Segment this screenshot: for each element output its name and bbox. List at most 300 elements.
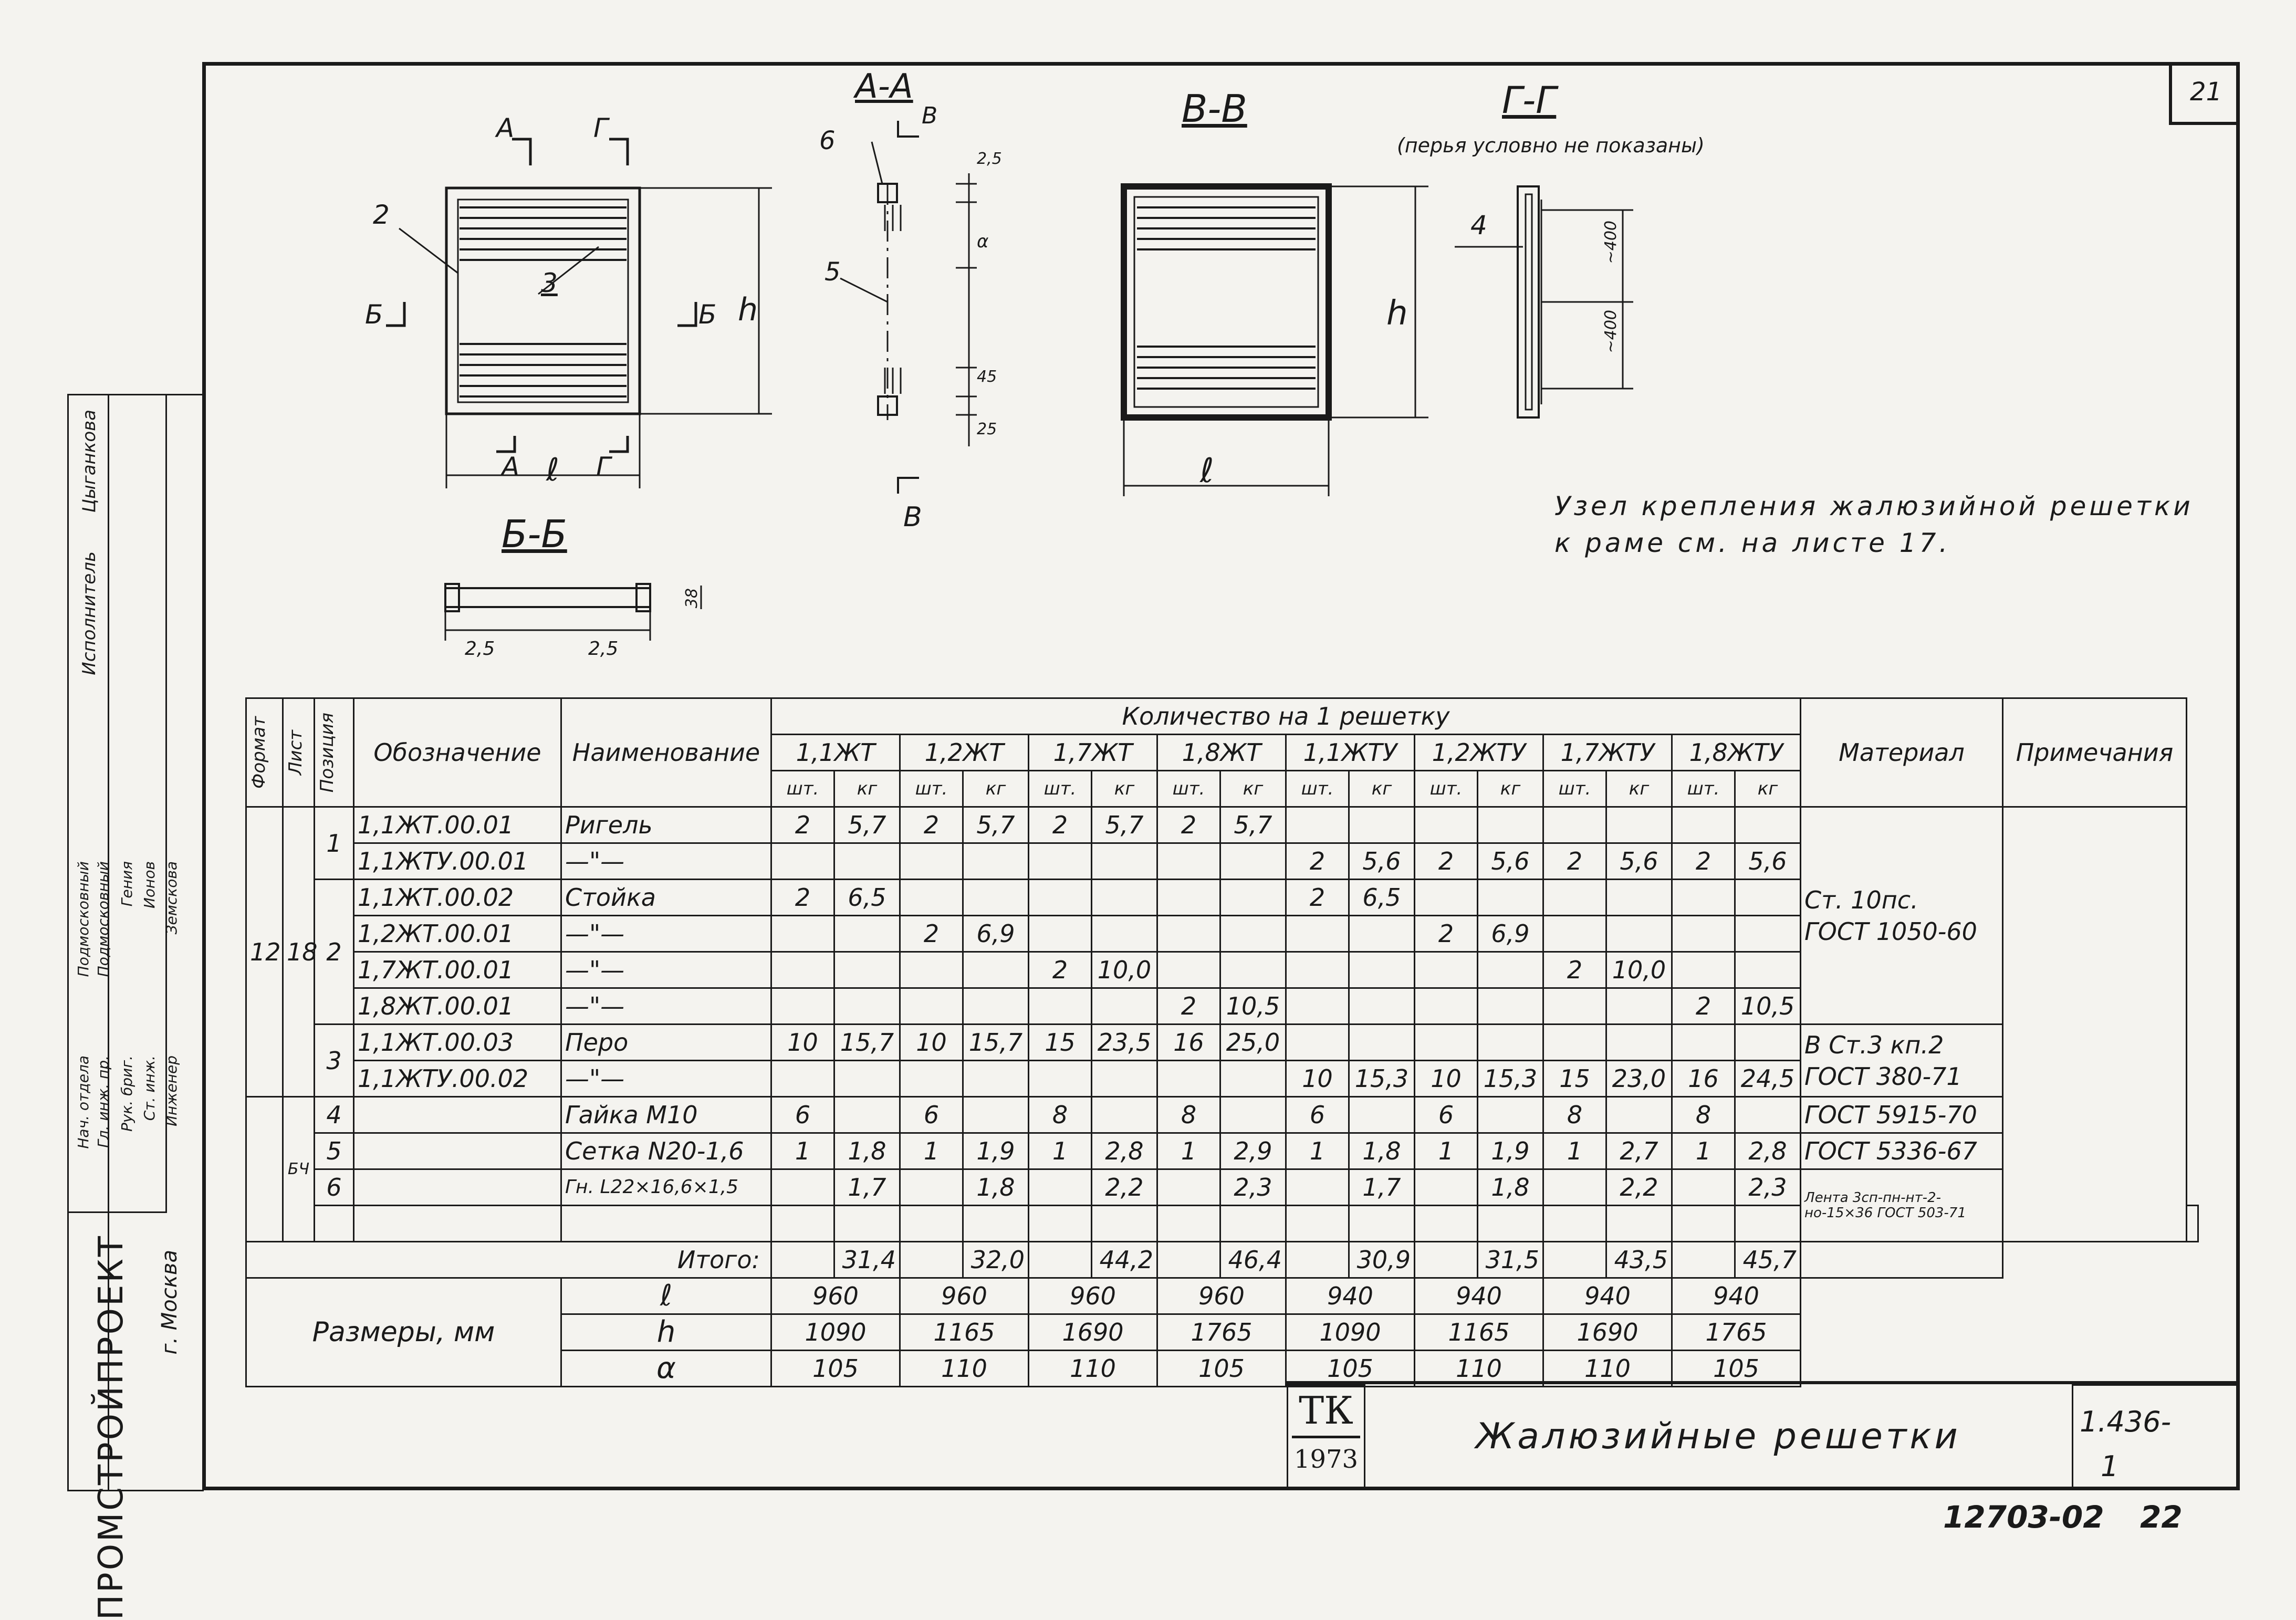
quantity-cell: 10,5: [1735, 988, 1801, 1025]
type-header: 1,1ЖТ: [771, 735, 900, 771]
dim-value-a: 105: [771, 1351, 900, 1387]
quantity-cell: [1029, 916, 1092, 952]
page-code: 12703-02: [1943, 1499, 2104, 1535]
note-line-2: к раме см. на листе 17.: [1554, 528, 1951, 558]
vv-dim-l: ℓ: [1200, 452, 1214, 490]
quantity-cell: 6: [1286, 1097, 1349, 1133]
total-cell: 44,2: [1092, 1242, 1157, 1278]
section-gg-note: (перья условно не показаны): [1397, 134, 1705, 157]
quantity-cell: 16: [1157, 1025, 1220, 1061]
unit-header-kg: кг: [834, 771, 900, 807]
total-label: Итого:: [246, 1242, 771, 1278]
stamp-role-1: Нач. отдела: [75, 1055, 92, 1149]
quantity-cell: [1220, 916, 1286, 952]
total-empty: [771, 1242, 834, 1278]
quantity-cell: 1,8: [963, 1169, 1029, 1206]
dim-value-l: 940: [1415, 1278, 1543, 1314]
dim-value-l: 940: [1286, 1278, 1415, 1314]
quantity-cell: [963, 1206, 1029, 1242]
quantity-cell: [1606, 916, 1672, 952]
quantity-cell: [834, 1206, 900, 1242]
stamp-role-3: Рук. бриг.: [118, 1055, 135, 1132]
quantity-cell: [963, 988, 1029, 1025]
quantity-cell: [963, 843, 1029, 880]
dim-value-l: 960: [771, 1278, 900, 1314]
quantity-cell: [1157, 1061, 1220, 1097]
dim-value-l: 940: [1543, 1278, 1672, 1314]
quantity-cell: 2: [1029, 807, 1092, 843]
quantity-cell: 5,6: [1478, 843, 1543, 880]
vv-frame: [1124, 186, 1329, 417]
quantity-cell: [1606, 1097, 1672, 1133]
dimension-row: [246, 1278, 2198, 1314]
note-line-1: Узел крепления жалюзийной решетки: [1554, 491, 2194, 521]
dim-value-a: 105: [1286, 1351, 1415, 1387]
quantity-cell: [834, 916, 900, 952]
section-aa-title: A-A: [855, 67, 913, 106]
quantity-cell: [900, 952, 963, 988]
quantity-cell: 1,8: [1349, 1133, 1415, 1169]
stamp-dept-1: Подмосковный: [75, 861, 92, 977]
gg-dim-400a: ~400: [1602, 221, 1620, 264]
dim-value-l: 960: [1029, 1278, 1157, 1314]
bb-profile: [445, 588, 650, 607]
stamp-dept-2: Подмосковный: [95, 861, 112, 977]
quantity-cell: 2,8: [1735, 1133, 1801, 1169]
quantity-cell: [1478, 880, 1543, 916]
quantity-cell: [1606, 1206, 1672, 1242]
quantity-cell: [963, 1097, 1029, 1133]
quantity-cell: [900, 843, 963, 880]
quantity-cell: 24,5: [1735, 1061, 1801, 1097]
quantity-cell: 10,0: [1092, 952, 1157, 988]
name-cell: Сетка N20-1,6: [561, 1133, 771, 1169]
quantity-cell: [1606, 1025, 1672, 1061]
quantity-cell: 2: [771, 880, 834, 916]
quantity-cell: 8: [1029, 1097, 1092, 1133]
quantity-cell: [1220, 1061, 1286, 1097]
quantity-cell: [963, 1061, 1029, 1097]
pos-4-label: 4: [1470, 210, 1487, 241]
quantity-cell: [1672, 1025, 1735, 1061]
quantity-cell: 15: [1029, 1025, 1092, 1061]
aa-dim-a: α: [977, 231, 989, 252]
quantity-cell: 16: [1672, 1061, 1735, 1097]
quantity-cell: [900, 1169, 963, 1206]
quantity-cell: 15: [1543, 1061, 1606, 1097]
quantity-cell: [900, 1206, 963, 1242]
dim-value-h: 1165: [900, 1314, 1029, 1351]
quantity-cell: [834, 843, 900, 880]
unit-header-pcs: шт.: [1672, 771, 1735, 807]
designation-cell: 1,7ЖТ.00.01: [354, 952, 561, 988]
sheet-number: 21: [2169, 62, 2240, 125]
unit-header-kg: кг: [1606, 771, 1672, 807]
quantity-cell: 1,8: [1478, 1169, 1543, 1206]
designation-cell: [354, 1133, 561, 1169]
designation-cell: 1,1ЖТ.00.02: [354, 880, 561, 916]
dim-value-h: 1765: [1672, 1314, 1801, 1351]
quantity-cell: [1735, 807, 1801, 843]
quantity-cell: [771, 1206, 834, 1242]
quantity-cell: 5,7: [1092, 807, 1157, 843]
quantity-cell: 5,6: [1735, 843, 1801, 880]
cut-g-top: [609, 139, 628, 165]
total-empty: [1286, 1242, 1349, 1278]
format-value: 12: [246, 807, 283, 1097]
material-cell: [1801, 807, 2003, 1025]
stamp-name-2: Ионов: [141, 861, 158, 909]
quantity-cell: [1735, 880, 1801, 916]
quantity-cell: 1: [1415, 1133, 1478, 1169]
quantity-cell: [1543, 1206, 1606, 1242]
quantity-cell: [963, 880, 1029, 916]
quantity-cell: 2: [1029, 952, 1092, 988]
quantity-cell: [1415, 1169, 1478, 1206]
quantity-cell: [1029, 1169, 1092, 1206]
quantity-cell: [1286, 1206, 1349, 1242]
name-cell: Гн. L22×16,6×1,5: [561, 1169, 771, 1206]
quantity-cell: [1672, 1169, 1735, 1206]
quantity-cell: [771, 952, 834, 988]
quantity-cell: 1: [1672, 1133, 1735, 1169]
quantity-cell: [1415, 1206, 1478, 1242]
type-header: 1,8ЖТУ: [1672, 735, 1801, 771]
dim-value-l: 960: [900, 1278, 1029, 1314]
total-cell: 32,0: [963, 1242, 1029, 1278]
quantity-cell: [1157, 1206, 1220, 1242]
quantity-cell: [1220, 880, 1286, 916]
quantity-cell: [1672, 880, 1735, 916]
material-line: В Ст.3 кп.2: [1804, 1030, 1944, 1059]
quantity-cell: [771, 988, 834, 1025]
material-empty: [1801, 1242, 2003, 1278]
quantity-cell: [771, 1061, 834, 1097]
total-cell: 45,7: [1735, 1242, 1801, 1278]
quantity-cell: [1092, 1061, 1157, 1097]
dim-value-l: 940: [1672, 1278, 1801, 1314]
aa-dim-25: 2,5: [977, 150, 1002, 168]
quantity-cell: 2: [1672, 843, 1735, 880]
name-cell: Гайка М10: [561, 1097, 771, 1133]
quantity-cell: 10,0: [1606, 952, 1672, 988]
quantity-cell: 1: [1157, 1133, 1220, 1169]
issue-number: 1: [2101, 1450, 2119, 1483]
stamp-org: ПРОМСТРОЙПРОЕКТ: [92, 1234, 131, 1620]
quantity-cell: 10: [900, 1025, 963, 1061]
quantity-cell: [1735, 1097, 1801, 1133]
total-cell: 31,4: [834, 1242, 900, 1278]
stamp-executor: Исполнитель: [79, 551, 100, 675]
position-cell: [315, 1206, 354, 1242]
col-designation-header: Обозначение: [354, 698, 561, 807]
quantity-cell: 6,9: [963, 916, 1029, 952]
quantity-cell: [1092, 1097, 1157, 1133]
cut-a-label-top: А: [496, 113, 515, 143]
pos-6-label: 6: [819, 126, 836, 155]
quantity-cell: [1092, 988, 1157, 1025]
designation-cell: 1,1ЖТУ.00.01: [354, 843, 561, 880]
quantity-cell: 2: [900, 916, 963, 952]
quantity-cell: 1: [1029, 1133, 1092, 1169]
cut-v-top: [898, 121, 919, 137]
quantity-cell: 2: [1286, 843, 1349, 880]
table-row: [246, 1169, 2198, 1206]
stamp-name-3: Земскова: [163, 861, 180, 935]
sheet-value: 18: [283, 807, 315, 1097]
quantity-cell: 10: [1286, 1061, 1349, 1097]
quantity-cell: [1092, 916, 1157, 952]
quantity-cell: 2: [1157, 807, 1220, 843]
quantity-cell: 15,7: [834, 1025, 900, 1061]
dim-symbol-h: h: [561, 1314, 771, 1351]
table-row: [246, 1025, 2198, 1061]
quantity-cell: [834, 952, 900, 988]
quantity-cell: [771, 843, 834, 880]
gg-dim-400b: ~400: [1602, 310, 1620, 353]
quantity-cell: [1735, 916, 1801, 952]
total-empty: [1415, 1242, 1478, 1278]
unit-header-kg: кг: [1349, 771, 1415, 807]
total-cell: 31,5: [1478, 1242, 1543, 1278]
cut-b-right: [677, 302, 696, 326]
quantity-cell: 5,6: [1606, 843, 1672, 880]
quantity-cell: 2: [1286, 880, 1349, 916]
section-gg-title: Г-Г: [1502, 79, 1557, 122]
quantity-cell: 2,3: [1220, 1169, 1286, 1206]
quantity-cell: 2: [1415, 916, 1478, 952]
quantity-cell: [1220, 843, 1286, 880]
quantity-cell: [834, 988, 900, 1025]
quantity-cell: [1349, 916, 1415, 952]
quantity-cell: [1478, 988, 1543, 1025]
name-cell: Ригель: [561, 807, 771, 843]
quantity-cell: [1543, 1169, 1606, 1206]
aa-dim-25b: 25: [977, 420, 997, 438]
position-cell: 3: [315, 1025, 354, 1097]
unit-header-pcs: шт.: [1543, 771, 1606, 807]
quantity-cell: [1286, 1169, 1349, 1206]
dim-value-a: 110: [1029, 1351, 1157, 1387]
quantity-cell: [1606, 807, 1672, 843]
quantity-cell: 15,3: [1478, 1061, 1543, 1097]
quantity-cell: [1220, 1206, 1286, 1242]
cut-b-label-right: Б: [698, 299, 717, 330]
quantity-cell: 2,8: [1092, 1133, 1157, 1169]
material-cell: [1801, 1133, 2003, 1169]
quantity-cell: [900, 1061, 963, 1097]
quantity-cell: 1,9: [963, 1133, 1029, 1169]
quantity-cell: [1286, 952, 1349, 988]
dim-symbol-l: ℓ: [561, 1278, 771, 1314]
sheet-value-b: БЧ: [283, 1097, 315, 1242]
designation-cell: 1,1ЖТ.00.03: [354, 1025, 561, 1061]
quantity-cell: [1157, 916, 1220, 952]
position-cell: 1: [315, 807, 354, 880]
quantity-cell: 1,7: [834, 1169, 900, 1206]
quantity-cell: [1478, 1206, 1543, 1242]
dim-value-h: 1090: [1286, 1314, 1415, 1351]
position-cell: 6: [315, 1169, 354, 1206]
quantity-cell: 1: [1286, 1133, 1349, 1169]
quantity-cell: [1349, 807, 1415, 843]
unit-header-pcs: шт.: [900, 771, 963, 807]
quantity-cell: [1092, 880, 1157, 916]
series-code: 1.436-: [2080, 1405, 2172, 1438]
front-dim-h: h: [738, 291, 758, 328]
quantity-cell: [1286, 916, 1349, 952]
quantity-cell: 1,8: [834, 1133, 900, 1169]
dims-label: Размеры, мм: [246, 1278, 561, 1387]
unit-header-kg: кг: [1478, 771, 1543, 807]
name-cell: Стойка: [561, 880, 771, 916]
quantity-cell: 1,7: [1349, 1169, 1415, 1206]
stamp-role-2: Гл. инж. пр.: [95, 1055, 112, 1148]
gg-profile: [1518, 186, 1539, 417]
pos-5-label: 5: [825, 257, 841, 287]
quantity-cell: [1415, 988, 1478, 1025]
table-row: [246, 1133, 2198, 1169]
table-row: [246, 1097, 2198, 1133]
col-quantity-header: Количество на 1 решетку: [771, 698, 1801, 735]
name-cell: —"—: [561, 988, 771, 1025]
total-cell: 43,5: [1606, 1242, 1672, 1278]
quantity-cell: [900, 988, 963, 1025]
designation-cell: 1,1ЖТУ.00.02: [354, 1061, 561, 1097]
quantity-cell: [1415, 880, 1478, 916]
quantity-cell: 15,7: [963, 1025, 1029, 1061]
cut-v-bottom: [898, 478, 919, 494]
title-block: [1287, 1381, 2240, 1490]
org-year: 1973: [1293, 1445, 1359, 1474]
col-position-header: Позиция: [315, 698, 354, 807]
vv-slats: [1137, 207, 1316, 389]
type-header: 1,7ЖТУ: [1543, 735, 1672, 771]
unit-header-kg: кг: [1735, 771, 1801, 807]
unit-header-pcs: шт.: [771, 771, 834, 807]
quantity-cell: [1286, 807, 1349, 843]
stamp-executor-name: Цыганкова: [79, 410, 100, 513]
quantity-cell: 5,7: [963, 807, 1029, 843]
dim-symbol-a: α: [561, 1351, 771, 1387]
designation-cell: 1,8ЖТ.00.01: [354, 988, 561, 1025]
quantity-cell: [1478, 952, 1543, 988]
table-row: [246, 807, 2198, 843]
quantity-cell: 6,5: [1349, 880, 1415, 916]
section-vv-title: В-В: [1182, 87, 1247, 131]
dim-value-l: 960: [1157, 1278, 1286, 1314]
designation-cell: [354, 1206, 561, 1242]
position-cell: 4: [315, 1097, 354, 1133]
stamp-role-5: Инженер: [163, 1055, 180, 1127]
quantity-cell: 2: [1157, 988, 1220, 1025]
dim-value-h: 1165: [1415, 1314, 1543, 1351]
quantity-cell: 2: [1672, 988, 1735, 1025]
material-line: Ст. 10пс.: [1804, 885, 1918, 914]
quantity-cell: 6: [771, 1097, 834, 1133]
quantity-cell: [1029, 988, 1092, 1025]
dim-value-a: 110: [1415, 1351, 1543, 1387]
quantity-cell: [1029, 1206, 1092, 1242]
quantity-cell: [1220, 952, 1286, 988]
material-line: Лента 3сп-пн-нт-2-но-15×36 ГОСТ 503-71: [1804, 1189, 1966, 1221]
quantity-cell: [834, 1097, 900, 1133]
material-line: ГОСТ 1050-60: [1804, 917, 1977, 946]
format-empty: [246, 1097, 283, 1242]
quantity-cell: [1672, 916, 1735, 952]
notes-cell: [2003, 807, 2187, 1242]
position-cell: 2: [315, 880, 354, 1025]
type-header: 1,1ЖТУ: [1286, 735, 1415, 771]
page-number-bottom: 22: [2140, 1499, 2183, 1535]
cut-g-label-bottom: Г: [596, 452, 611, 482]
unit-header-pcs: шт.: [1286, 771, 1349, 807]
org-mark: ТК: [1292, 1388, 1360, 1438]
quantity-cell: [771, 916, 834, 952]
dim-value-h: 1765: [1157, 1314, 1286, 1351]
name-cell: —"—: [561, 952, 771, 988]
col-sheet-header: Лист: [283, 698, 315, 807]
quantity-cell: [1543, 1025, 1606, 1061]
front-view-inner: [458, 200, 628, 402]
section-bb-title: Б-Б: [502, 512, 567, 556]
quantity-cell: [1157, 880, 1220, 916]
dim-value-a: 105: [1672, 1351, 1801, 1387]
quantity-cell: 8: [1157, 1097, 1220, 1133]
cut-v-label-top: В: [922, 102, 938, 129]
quantity-cell: [1606, 988, 1672, 1025]
dim-value-h: 1090: [771, 1314, 900, 1351]
total-empty: [1543, 1242, 1606, 1278]
quantity-cell: [1157, 843, 1220, 880]
quantity-cell: [1286, 1025, 1349, 1061]
quantity-cell: 10: [1415, 1061, 1478, 1097]
dim-value-h: 1690: [1543, 1314, 1672, 1351]
name-cell: Перо: [561, 1025, 771, 1061]
quantity-cell: 6,9: [1478, 916, 1543, 952]
dim-value-a: 110: [1543, 1351, 1672, 1387]
position-cell: 5: [315, 1133, 354, 1169]
quantity-cell: 6: [900, 1097, 963, 1133]
quantity-cell: 2,7: [1606, 1133, 1672, 1169]
quantity-cell: [1478, 1097, 1543, 1133]
total-cell: 30,9: [1349, 1242, 1415, 1278]
quantity-cell: [1543, 916, 1606, 952]
unit-header-pcs: шт.: [1029, 771, 1092, 807]
quantity-cell: 1: [1543, 1133, 1606, 1169]
type-header: 1,2ЖТ: [900, 735, 1029, 771]
front-view-frame: [446, 188, 640, 414]
quantity-cell: 25,0: [1220, 1025, 1286, 1061]
quantity-cell: 1: [900, 1133, 963, 1169]
quantity-cell: [1606, 880, 1672, 916]
name-cell: —"—: [561, 916, 771, 952]
quantity-cell: 6: [1415, 1097, 1478, 1133]
total-empty: [1029, 1242, 1092, 1278]
quantity-cell: [1478, 807, 1543, 843]
quantity-cell: 23,5: [1092, 1025, 1157, 1061]
quantity-cell: [1286, 988, 1349, 1025]
name-cell: —"—: [561, 843, 771, 880]
quantity-cell: 10: [771, 1025, 834, 1061]
quantity-cell: [1157, 952, 1220, 988]
quantity-cell: [1349, 988, 1415, 1025]
quantity-cell: [771, 1169, 834, 1206]
quantity-cell: [1543, 807, 1606, 843]
cut-v-label-bottom: В: [903, 501, 922, 533]
quantity-cell: [1349, 1097, 1415, 1133]
cut-b-left: [386, 302, 404, 326]
